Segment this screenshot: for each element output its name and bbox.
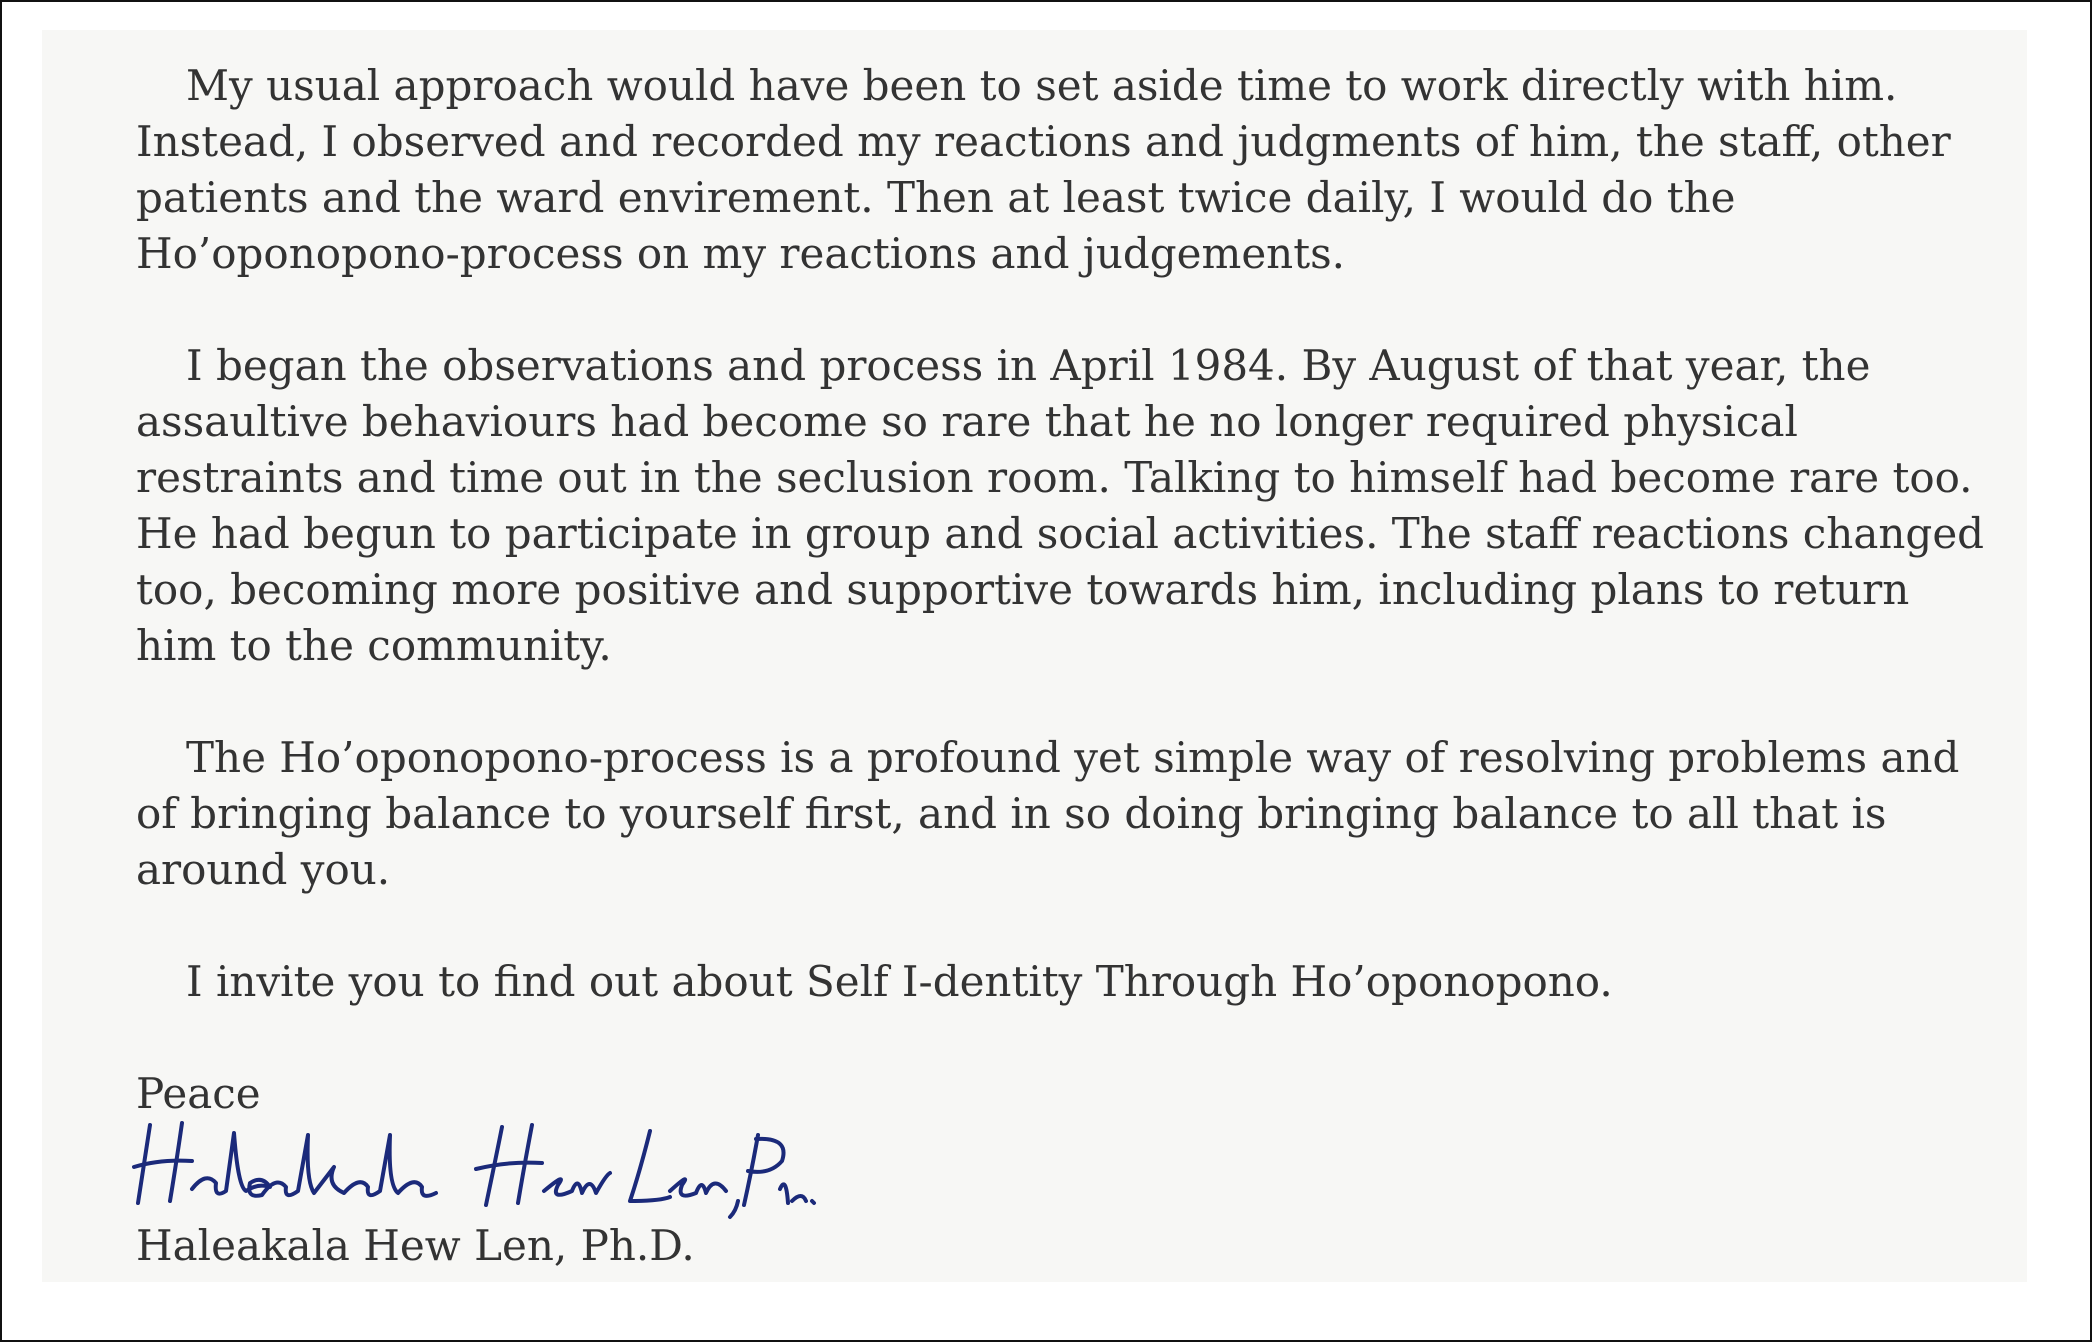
text-line: The Ho’oponopono-process is a profound yet simple way of resolving problems and <box>186 733 1960 782</box>
signature-stroke <box>544 1173 610 1195</box>
signature-stroke <box>730 1201 738 1217</box>
text-line: him to the community. <box>136 621 612 670</box>
text-line: I invite you to find out about Self I-dentity Through Ho’oponopono. <box>186 957 1613 1006</box>
printed-name: Haleakala Hew Len, Ph.D. <box>136 1221 695 1270</box>
text-line: Instead, I observed and recorded my reactions and judgments of him, the staff, other <box>136 117 1951 166</box>
paragraph-2 <box>136 338 2036 674</box>
text-line: He had begun to participate in group and social activities. The staff reactions changed <box>136 509 1985 558</box>
signature-stroke <box>476 1163 542 1169</box>
text-line: Ho’oponopono-process on my reactions and judgements. <box>136 229 1346 278</box>
signature-stroke <box>812 1201 814 1203</box>
signature-stroke <box>192 1133 436 1196</box>
signature-stroke <box>630 1131 670 1201</box>
paragraph-1 <box>136 58 2036 282</box>
signature-stroke <box>780 1184 806 1203</box>
text-line: restraints and time out in the seclusion room. Talking to himself had become rare too. <box>136 453 1973 502</box>
closing-salutation: Peace <box>136 1069 261 1118</box>
letter-body <box>136 58 2036 1122</box>
signature-stroke <box>670 1179 726 1195</box>
text-line: assaultive behaviours had become so rare that he no longer required physical <box>136 397 1798 446</box>
text-line: too, becoming more positive and supportive towards him, including plans to return <box>136 565 1910 614</box>
text-line: I began the observations and process in April 1984. By August of that year, the <box>186 341 1871 390</box>
paragraph-3 <box>136 730 2036 898</box>
paragraph-4 <box>136 954 2036 1010</box>
handwritten-signature <box>130 1105 830 1225</box>
text-line: around you. <box>136 845 391 894</box>
text-line: of bringing balance to yourself first, and in so doing bringing balance to all that is <box>136 789 1887 838</box>
text-line: My usual approach would have been to set aside time to work directly with him. <box>186 61 1898 110</box>
signature-strokes <box>134 1123 814 1217</box>
text-line: patients and the ward envirement. Then at least twice daily, I would do the <box>136 173 1736 222</box>
